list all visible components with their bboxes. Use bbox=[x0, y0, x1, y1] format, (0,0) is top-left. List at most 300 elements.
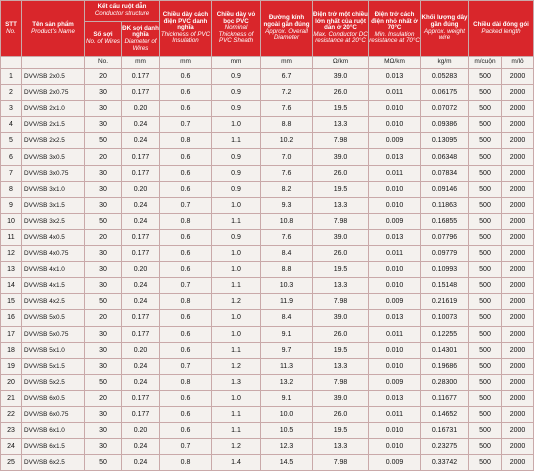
table-cell: 0.24 bbox=[122, 294, 160, 310]
table-cell: 500 bbox=[469, 358, 502, 374]
table-cell: 0.013 bbox=[369, 390, 421, 406]
table-cell: 7.6 bbox=[261, 101, 313, 117]
product-name-cell: DVV/SB 5x0.75 bbox=[22, 326, 85, 342]
table-cell: 8.8 bbox=[261, 117, 313, 133]
product-name-cell: DVV/SB 6x1.0 bbox=[22, 423, 85, 439]
table-cell: 2000 bbox=[502, 213, 534, 229]
table-cell: 39.0 bbox=[313, 149, 369, 165]
table-cell: 22 bbox=[1, 406, 22, 422]
table-cell: 500 bbox=[469, 85, 502, 101]
table-cell: 15 bbox=[1, 294, 22, 310]
table-cell: 19 bbox=[1, 358, 22, 374]
table-cell: 2000 bbox=[502, 342, 534, 358]
table-cell: 0.7 bbox=[160, 278, 212, 294]
table-cell: 2000 bbox=[502, 101, 534, 117]
table-cell: 0.24 bbox=[122, 439, 160, 455]
table-cell: 0.9 bbox=[212, 181, 261, 197]
table-cell: 0.24 bbox=[122, 278, 160, 294]
table-cell: 30 bbox=[85, 423, 122, 439]
table-cell: 2000 bbox=[502, 439, 534, 455]
table-cell: 2000 bbox=[502, 374, 534, 390]
table-cell: 30 bbox=[85, 165, 122, 181]
header-stt: STT No. bbox=[1, 1, 22, 57]
product-name-cell: DVV/SB 2x0.75 bbox=[22, 85, 85, 101]
table-cell: 13.3 bbox=[313, 197, 369, 213]
table-cell: 0.9 bbox=[212, 101, 261, 117]
table-cell: 0.6 bbox=[160, 406, 212, 422]
table-cell: 0.7 bbox=[160, 439, 212, 455]
table-cell: 1.1 bbox=[212, 342, 261, 358]
table-cell: 0.07072 bbox=[421, 101, 469, 117]
table-cell: 7.98 bbox=[313, 133, 369, 149]
table-cell: 500 bbox=[469, 229, 502, 245]
unit-cell bbox=[1, 57, 22, 69]
product-name-cell: DVV/SB 3x0.75 bbox=[22, 165, 85, 181]
table-cell: 26.0 bbox=[313, 165, 369, 181]
table-cell: 0.8 bbox=[160, 213, 212, 229]
table-cell: 50 bbox=[85, 294, 122, 310]
table-cell: 2000 bbox=[502, 197, 534, 213]
table-cell: 8.4 bbox=[261, 310, 313, 326]
table-cell: 13.3 bbox=[313, 117, 369, 133]
table-cell: 5 bbox=[1, 133, 22, 149]
table-cell: 23 bbox=[1, 423, 22, 439]
product-name-cell: DVV/SB 5x0.5 bbox=[22, 310, 85, 326]
table-cell: 0.010 bbox=[369, 197, 421, 213]
table-cell: 20 bbox=[85, 149, 122, 165]
table-cell: 0.010 bbox=[369, 262, 421, 278]
table-cell: 39.0 bbox=[313, 390, 369, 406]
table-cell: 0.07796 bbox=[421, 229, 469, 245]
table-row bbox=[1, 229, 534, 245]
table-cell: 0.6 bbox=[160, 310, 212, 326]
table-cell: 0.21619 bbox=[421, 294, 469, 310]
table-row bbox=[1, 406, 534, 422]
table-cell: 30 bbox=[85, 406, 122, 422]
table-cell: 0.6 bbox=[160, 423, 212, 439]
table-row bbox=[1, 455, 534, 471]
table-cell: 19.5 bbox=[313, 262, 369, 278]
table-cell: 1.0 bbox=[212, 246, 261, 262]
unit-cell: mm bbox=[160, 57, 212, 69]
table-cell: 1.1 bbox=[212, 213, 261, 229]
table-cell: 12 bbox=[1, 246, 22, 262]
product-name-cell: DVV/SB 3x1.0 bbox=[22, 181, 85, 197]
table-cell: 500 bbox=[469, 69, 502, 85]
table-cell: 0.6 bbox=[160, 165, 212, 181]
table-cell: 0.19686 bbox=[421, 358, 469, 374]
header-packed-length: Chiều dài đóng gói Packed length bbox=[469, 1, 534, 57]
table-cell: 0.011 bbox=[369, 326, 421, 342]
table-cell: 500 bbox=[469, 197, 502, 213]
table-cell: 0.013 bbox=[369, 149, 421, 165]
table-cell: 0.14652 bbox=[421, 406, 469, 422]
table-cell: 0.10073 bbox=[421, 310, 469, 326]
table-cell: 500 bbox=[469, 390, 502, 406]
table-cell: 0.20 bbox=[122, 262, 160, 278]
unit-cell: m/lô bbox=[502, 57, 534, 69]
table-cell: 0.06348 bbox=[421, 149, 469, 165]
product-name-cell: DVV/SB 4x1.5 bbox=[22, 278, 85, 294]
table-row bbox=[1, 85, 534, 101]
table-cell: 0.13095 bbox=[421, 133, 469, 149]
table-cell: 0.9 bbox=[212, 85, 261, 101]
table-cell: 30 bbox=[85, 342, 122, 358]
table-cell: 13 bbox=[1, 262, 22, 278]
table-cell: 2000 bbox=[502, 246, 534, 262]
table-cell: 0.010 bbox=[369, 358, 421, 374]
header-insulation-resistance: Điện trở cách điện nhỏ nhất ở 70°C Min. Insulation resistance at 70°C bbox=[369, 1, 421, 57]
table-cell: 10.3 bbox=[261, 278, 313, 294]
product-name-cell: DVV/SB 5x2.5 bbox=[22, 374, 85, 390]
table-cell: 0.07834 bbox=[421, 165, 469, 181]
table-cell: 500 bbox=[469, 374, 502, 390]
table-cell: 7.98 bbox=[313, 374, 369, 390]
table-cell: 500 bbox=[469, 133, 502, 149]
header-overall-diameter: Đường kính ngoài gần đúng Approx. Overall Diameter bbox=[261, 1, 313, 57]
table-cell: 0.009 bbox=[369, 455, 421, 471]
table-cell: 2000 bbox=[502, 133, 534, 149]
table-cell: 500 bbox=[469, 149, 502, 165]
table-cell: 0.009 bbox=[369, 294, 421, 310]
table-cell: 500 bbox=[469, 310, 502, 326]
table-cell: 39.0 bbox=[313, 69, 369, 85]
table-cell: 1.2 bbox=[212, 439, 261, 455]
table-cell: 0.6 bbox=[160, 390, 212, 406]
table-cell: 500 bbox=[469, 342, 502, 358]
table-cell: 11 bbox=[1, 229, 22, 245]
table-cell: 2000 bbox=[502, 455, 534, 471]
table-cell: 0.05283 bbox=[421, 69, 469, 85]
product-name-cell: DVV/SB 4x2.5 bbox=[22, 294, 85, 310]
table-cell: 0.11677 bbox=[421, 390, 469, 406]
table-cell: 0.20 bbox=[122, 101, 160, 117]
table-cell: 500 bbox=[469, 294, 502, 310]
unit-cell bbox=[22, 57, 85, 69]
header-pvc-insulation: Chiều dày cách điện PVC danh nghĩa Thickness of PVC Insulation bbox=[160, 1, 212, 57]
table-cell: 0.11863 bbox=[421, 197, 469, 213]
table-cell: 0.6 bbox=[160, 181, 212, 197]
table-cell: 0.009 bbox=[369, 213, 421, 229]
table-cell: 500 bbox=[469, 117, 502, 133]
table-cell: 16 bbox=[1, 310, 22, 326]
table-cell: 30 bbox=[85, 117, 122, 133]
table-cell: 18 bbox=[1, 342, 22, 358]
table-cell: 26.0 bbox=[313, 326, 369, 342]
table-row bbox=[1, 262, 534, 278]
table-row bbox=[1, 181, 534, 197]
table-cell: 0.16855 bbox=[421, 213, 469, 229]
table-cell: 0.177 bbox=[122, 390, 160, 406]
table-cell: 7.98 bbox=[313, 213, 369, 229]
table-cell: 0.06175 bbox=[421, 85, 469, 101]
table-cell: 1.1 bbox=[212, 278, 261, 294]
header-pvc-sheath: Chiều dày vỏ bọc PVC Nominal Thickness of PVC Sheath bbox=[212, 1, 261, 57]
table-row bbox=[1, 165, 534, 181]
table-cell: 1.4 bbox=[212, 455, 261, 471]
table-cell: 2000 bbox=[502, 278, 534, 294]
table-cell: 2000 bbox=[502, 229, 534, 245]
table-cell: 30 bbox=[85, 197, 122, 213]
table-cell: 14.5 bbox=[261, 455, 313, 471]
table-row bbox=[1, 310, 534, 326]
table-cell: 0.8 bbox=[160, 374, 212, 390]
table-cell: 500 bbox=[469, 406, 502, 422]
table-cell: 2000 bbox=[502, 423, 534, 439]
table-cell: 0.24 bbox=[122, 358, 160, 374]
header-weight: Khối lượng dây gần đúng Approx. weight wire bbox=[421, 1, 469, 57]
table-cell: 39.0 bbox=[313, 310, 369, 326]
table-cell: 0.24 bbox=[122, 213, 160, 229]
table-cell: 0.010 bbox=[369, 423, 421, 439]
table-cell: 0.16731 bbox=[421, 423, 469, 439]
unit-cell: kg/m bbox=[421, 57, 469, 69]
table-row bbox=[1, 439, 534, 455]
unit-cell: mm bbox=[212, 57, 261, 69]
table-cell: 2000 bbox=[502, 390, 534, 406]
product-name-cell: DVV/SB 5x1.0 bbox=[22, 342, 85, 358]
table-cell: 26.0 bbox=[313, 406, 369, 422]
table-cell: 3 bbox=[1, 101, 22, 117]
product-name-cell: DVV/SB 2x1.0 bbox=[22, 101, 85, 117]
table-cell: 500 bbox=[469, 101, 502, 117]
table-cell: 0.010 bbox=[369, 342, 421, 358]
table-cell: 6.7 bbox=[261, 69, 313, 85]
product-name-cell: DVV/SB 2x1.5 bbox=[22, 117, 85, 133]
product-name-cell: DVV/SB 6x0.75 bbox=[22, 406, 85, 422]
table-cell: 0.177 bbox=[122, 406, 160, 422]
table-cell: 0.6 bbox=[160, 149, 212, 165]
table-cell: 7.2 bbox=[261, 85, 313, 101]
table-cell: 500 bbox=[469, 262, 502, 278]
table-cell: 13.3 bbox=[313, 358, 369, 374]
table-cell: 0.24 bbox=[122, 133, 160, 149]
table-cell: 0.177 bbox=[122, 310, 160, 326]
table-cell: 19.5 bbox=[313, 101, 369, 117]
table-cell: 2000 bbox=[502, 406, 534, 422]
table-cell: 1.1 bbox=[212, 423, 261, 439]
table-cell: 19.5 bbox=[313, 342, 369, 358]
table-cell: 0.33742 bbox=[421, 455, 469, 471]
unit-cell: m/cuộn bbox=[469, 57, 502, 69]
unit-cell: MΩ/km bbox=[369, 57, 421, 69]
table-cell: 0.009 bbox=[369, 374, 421, 390]
table-row bbox=[1, 246, 534, 262]
table-cell: 0.6 bbox=[160, 85, 212, 101]
table-cell: 2000 bbox=[502, 149, 534, 165]
table-cell: 0.013 bbox=[369, 229, 421, 245]
table-cell: 1.2 bbox=[212, 358, 261, 374]
product-name-cell: DVV/SB 3x0.5 bbox=[22, 149, 85, 165]
table-cell: 0.6 bbox=[160, 69, 212, 85]
table-cell: 500 bbox=[469, 181, 502, 197]
table-cell: 30 bbox=[85, 262, 122, 278]
table-cell: 25 bbox=[1, 455, 22, 471]
table-cell: 2000 bbox=[502, 181, 534, 197]
table-cell: 0.010 bbox=[369, 181, 421, 197]
table-cell: 17 bbox=[1, 326, 22, 342]
table-row bbox=[1, 358, 534, 374]
table-cell: 500 bbox=[469, 213, 502, 229]
table-cell: 7 bbox=[1, 165, 22, 181]
table-cell: 30 bbox=[85, 101, 122, 117]
table-cell: 20 bbox=[85, 69, 122, 85]
table-cell: 50 bbox=[85, 213, 122, 229]
table-cell: 19.5 bbox=[313, 181, 369, 197]
table-cell: 14 bbox=[1, 278, 22, 294]
table-cell: 500 bbox=[469, 439, 502, 455]
table-cell: 9.1 bbox=[261, 326, 313, 342]
table-cell: 1.0 bbox=[212, 326, 261, 342]
table-cell: 7.0 bbox=[261, 149, 313, 165]
table-cell: 0.177 bbox=[122, 246, 160, 262]
table-row bbox=[1, 390, 534, 406]
header-wire-diameter: ĐK sợi danh nghĩa Diameter of Wires bbox=[122, 22, 160, 57]
table-cell: 7.98 bbox=[313, 455, 369, 471]
table-cell: 1.2 bbox=[212, 294, 261, 310]
product-name-cell: DVV/SB 4x0.5 bbox=[22, 229, 85, 245]
table-cell: 20 bbox=[1, 374, 22, 390]
table-row bbox=[1, 117, 534, 133]
table-cell: 30 bbox=[85, 326, 122, 342]
table-cell: 50 bbox=[85, 374, 122, 390]
table-cell: 0.177 bbox=[122, 326, 160, 342]
table-cell: 50 bbox=[85, 133, 122, 149]
table-cell: 0.177 bbox=[122, 229, 160, 245]
table-cell: 1.0 bbox=[212, 197, 261, 213]
table-cell: 0.10993 bbox=[421, 262, 469, 278]
table-row bbox=[1, 213, 534, 229]
table-row bbox=[1, 278, 534, 294]
table-cell: 30 bbox=[85, 85, 122, 101]
table-cell: 50 bbox=[85, 455, 122, 471]
table-cell: 0.010 bbox=[369, 117, 421, 133]
table-cell: 500 bbox=[469, 455, 502, 471]
table-cell: 0.9 bbox=[212, 165, 261, 181]
unit-cell: mm bbox=[261, 57, 313, 69]
table-cell: 10.2 bbox=[261, 133, 313, 149]
table-cell: 1.1 bbox=[212, 406, 261, 422]
table-cell: 30 bbox=[85, 181, 122, 197]
product-name-cell: DVV/SB 2x0.5 bbox=[22, 69, 85, 85]
unit-cell: Ω/km bbox=[313, 57, 369, 69]
table-cell: 1 bbox=[1, 69, 22, 85]
table-cell: 30 bbox=[85, 439, 122, 455]
table-cell: 10 bbox=[1, 213, 22, 229]
table-cell: 11.3 bbox=[261, 358, 313, 374]
table-cell: 500 bbox=[469, 326, 502, 342]
table-row bbox=[1, 342, 534, 358]
table-cell: 0.15148 bbox=[421, 278, 469, 294]
table-cell: 24 bbox=[1, 439, 22, 455]
table-cell: 1.0 bbox=[212, 310, 261, 326]
table-cell: 0.9 bbox=[212, 229, 261, 245]
header-product: Tên sản phẩm Product's Name bbox=[22, 1, 85, 57]
table-cell: 19.5 bbox=[313, 423, 369, 439]
table-cell: 8.4 bbox=[261, 246, 313, 262]
table-cell: 2 bbox=[1, 85, 22, 101]
table-cell: 9.3 bbox=[261, 197, 313, 213]
table-cell: 0.09386 bbox=[421, 117, 469, 133]
table-cell: 0.011 bbox=[369, 406, 421, 422]
table-cell: 500 bbox=[469, 423, 502, 439]
table-row bbox=[1, 197, 534, 213]
table-cell: 500 bbox=[469, 246, 502, 262]
table-cell: 8 bbox=[1, 181, 22, 197]
table-cell: 0.8 bbox=[160, 294, 212, 310]
table-cell: 0.011 bbox=[369, 165, 421, 181]
product-name-cell: DVV/SB 6x0.5 bbox=[22, 390, 85, 406]
header-conductor: Kết cấu ruột dẫn Conductor structure bbox=[85, 1, 160, 22]
table-cell: 1.3 bbox=[212, 374, 261, 390]
table-cell: 10.8 bbox=[261, 213, 313, 229]
table-cell: 0.23275 bbox=[421, 439, 469, 455]
product-name-cell: DVV/SB 6x2.5 bbox=[22, 455, 85, 471]
table-cell: 0.24 bbox=[122, 455, 160, 471]
unit-cell: No. bbox=[85, 57, 122, 69]
table-cell: 0.20 bbox=[122, 181, 160, 197]
table-cell: 13.3 bbox=[313, 439, 369, 455]
table-cell: 0.6 bbox=[160, 342, 212, 358]
table-cell: 0.28300 bbox=[421, 374, 469, 390]
table-cell: 0.6 bbox=[160, 262, 212, 278]
table-cell: 0.177 bbox=[122, 69, 160, 85]
table-cell: 2000 bbox=[502, 310, 534, 326]
table-cell: 500 bbox=[469, 278, 502, 294]
table-cell: 2000 bbox=[502, 69, 534, 85]
table-cell: 0.177 bbox=[122, 149, 160, 165]
table-cell: 1.0 bbox=[212, 390, 261, 406]
table-row bbox=[1, 374, 534, 390]
table-cell: 0.12255 bbox=[421, 326, 469, 342]
table-cell: 9 bbox=[1, 197, 22, 213]
table-cell: 0.177 bbox=[122, 165, 160, 181]
table-cell: 0.010 bbox=[369, 439, 421, 455]
table-cell: 12.3 bbox=[261, 439, 313, 455]
table-cell: 0.14301 bbox=[421, 342, 469, 358]
product-name-cell: DVV/SB 4x1.0 bbox=[22, 262, 85, 278]
table-cell: 1.1 bbox=[212, 133, 261, 149]
product-name-cell: DVV/SB 6x1.5 bbox=[22, 439, 85, 455]
table-cell: 26.0 bbox=[313, 246, 369, 262]
table-cell: 0.24 bbox=[122, 374, 160, 390]
table-cell: 0.011 bbox=[369, 85, 421, 101]
table-row bbox=[1, 294, 534, 310]
table-cell: 2000 bbox=[502, 165, 534, 181]
table-cell: 0.9 bbox=[212, 69, 261, 85]
table-cell: 0.24 bbox=[122, 197, 160, 213]
table-cell: 0.09779 bbox=[421, 246, 469, 262]
table-row bbox=[1, 149, 534, 165]
table-cell: 0.8 bbox=[160, 455, 212, 471]
table-cell: 0.6 bbox=[160, 326, 212, 342]
table-cell: 20 bbox=[85, 390, 122, 406]
table-cell: 26.0 bbox=[313, 85, 369, 101]
product-name-cell: DVV/SB 2x2.5 bbox=[22, 133, 85, 149]
table-cell: 7.6 bbox=[261, 229, 313, 245]
table-cell: 9.7 bbox=[261, 342, 313, 358]
table-cell: 1.0 bbox=[212, 262, 261, 278]
table-cell: 0.013 bbox=[369, 310, 421, 326]
table-cell: 0.010 bbox=[369, 101, 421, 117]
table-cell: 0.6 bbox=[160, 101, 212, 117]
unit-cell: mm bbox=[122, 57, 160, 69]
table-cell: 2000 bbox=[502, 326, 534, 342]
table-cell: 0.010 bbox=[369, 278, 421, 294]
table-cell: 30 bbox=[85, 278, 122, 294]
table-cell: 0.20 bbox=[122, 423, 160, 439]
table-cell: 39.0 bbox=[313, 229, 369, 245]
